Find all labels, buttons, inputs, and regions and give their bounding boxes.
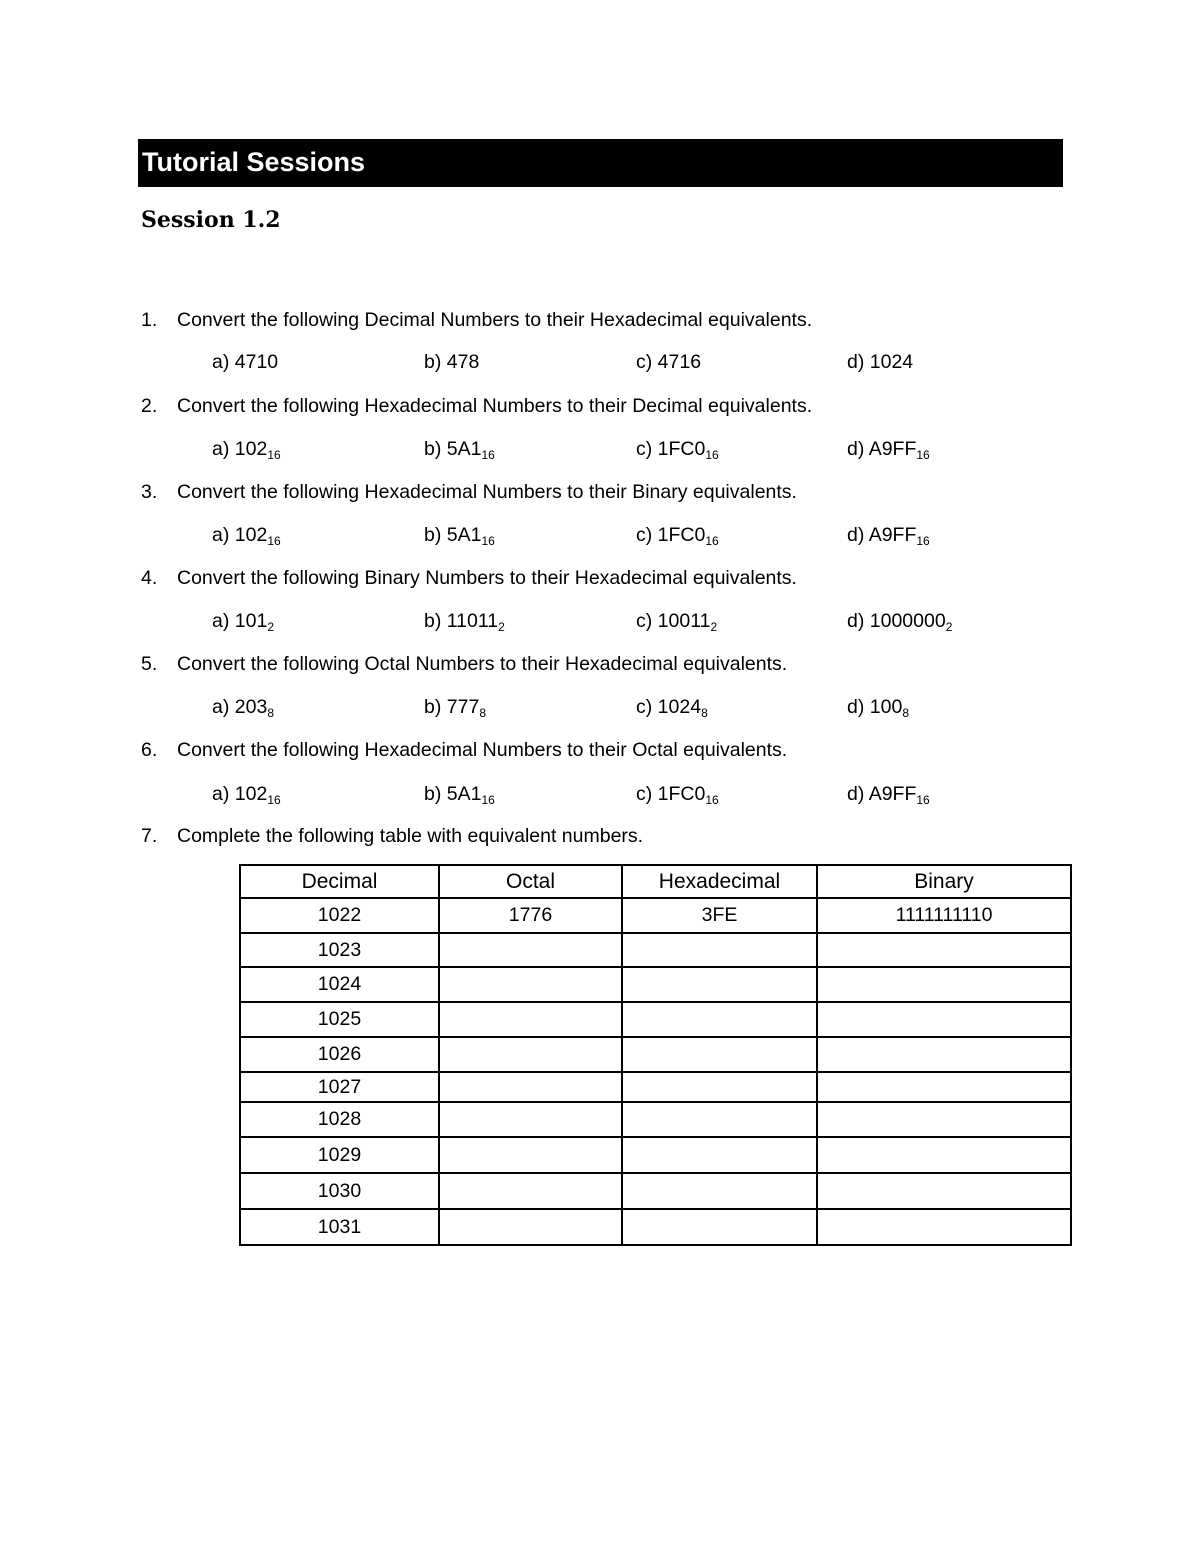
option-label: c)	[636, 783, 653, 805]
table-row	[240, 1102, 1071, 1137]
option-value: 203	[234, 696, 268, 718]
option-a	[212, 606, 274, 636]
option-value: A9FF	[868, 524, 917, 546]
cell-octal	[439, 1137, 622, 1173]
option-label: c)	[636, 696, 653, 718]
cell-decimal: 1030	[240, 1173, 439, 1209]
question-number: 1.	[141, 309, 158, 331]
answer-options-1	[0, 347, 1200, 377]
cell-binary	[817, 1173, 1071, 1209]
cell-octal	[439, 1209, 622, 1245]
cell-binary	[817, 1102, 1071, 1137]
question-number: 6.	[141, 739, 158, 761]
cell-decimal: 1026	[240, 1037, 439, 1072]
question-text: Convert the following Hexadecimal Numbers to their Octal equivalents.	[177, 739, 788, 761]
answer-options-4	[0, 606, 1200, 636]
cell-decimal: 1023	[240, 933, 439, 967]
cell-hexadecimal: 3FE	[622, 898, 817, 933]
cell-octal	[439, 967, 622, 1002]
cell-hexadecimal	[622, 1209, 817, 1245]
question-4	[0, 563, 1200, 593]
answer-options-5	[0, 692, 1200, 722]
column-header-hexadecimal: Hexadecimal	[622, 865, 817, 898]
option-b	[424, 347, 479, 377]
cell-decimal: 1025	[240, 1002, 439, 1037]
cell-binary	[817, 1137, 1071, 1173]
cell-binary	[817, 1072, 1071, 1102]
option-a	[212, 692, 274, 722]
column-header-decimal: Decimal	[240, 865, 439, 898]
number-base-subscript: 16	[705, 448, 719, 462]
cell-hexadecimal	[622, 1102, 817, 1137]
cell-binary	[817, 1209, 1071, 1245]
column-header-octal: Octal	[439, 865, 622, 898]
cell-decimal: 1022	[240, 898, 439, 933]
option-value: 102	[234, 438, 268, 460]
option-c	[636, 692, 708, 722]
table-row	[240, 1072, 1071, 1102]
option-label: c)	[636, 351, 653, 373]
option-value: 1024	[657, 696, 702, 718]
number-base-subscript: 2	[945, 620, 953, 634]
number-base-subscript: 16	[481, 793, 495, 807]
cell-octal: 1776	[439, 898, 622, 933]
option-label: d)	[847, 351, 865, 373]
cell-octal	[439, 933, 622, 967]
cell-hexadecimal	[622, 933, 817, 967]
cell-hexadecimal	[622, 1002, 817, 1037]
option-value: A9FF	[868, 438, 917, 460]
option-d	[847, 606, 952, 636]
option-a	[212, 520, 281, 550]
number-base-subscript: 2	[267, 620, 274, 634]
option-a	[212, 779, 281, 809]
option-value: 102	[234, 524, 268, 546]
question-text: Complete the following table with equivalent numbers.	[177, 825, 644, 847]
table-row	[240, 898, 1071, 933]
option-value: 478	[446, 351, 480, 373]
number-base-subscript: 16	[267, 793, 281, 807]
option-value: 5A1	[446, 524, 482, 546]
cell-decimal: 1029	[240, 1137, 439, 1173]
question-text: Convert the following Hexadecimal Numbers to their Decimal equivalents.	[177, 395, 813, 417]
option-label: b)	[424, 783, 442, 805]
question-text: Convert the following Decimal Numbers to their Hexadecimal equivalents.	[177, 309, 813, 331]
option-label: b)	[424, 610, 442, 632]
number-base-subscript: 16	[267, 448, 281, 462]
number-base-subscript: 8	[701, 706, 708, 720]
question-number: 7.	[141, 825, 158, 847]
option-value: 4710	[234, 351, 279, 373]
option-value: 777	[446, 696, 480, 718]
option-c	[636, 347, 701, 377]
option-value: 1FC0	[657, 783, 706, 805]
question-number: 3.	[141, 481, 158, 503]
question-text: Convert the following Binary Numbers to their Hexadecimal equivalents.	[177, 567, 797, 589]
option-c	[636, 520, 719, 550]
answer-options-3	[0, 520, 1200, 550]
cell-binary	[817, 967, 1071, 1002]
option-b	[424, 520, 495, 550]
option-label: d)	[847, 696, 865, 718]
option-value: 5A1	[446, 783, 482, 805]
question-7	[0, 821, 1200, 851]
table-row	[240, 1002, 1071, 1037]
option-value: 100	[869, 696, 903, 718]
option-value: 1000000	[869, 610, 946, 632]
table-row	[240, 1173, 1071, 1209]
cell-octal	[439, 1102, 622, 1137]
question-number: 5.	[141, 653, 158, 675]
option-label: a)	[212, 610, 230, 632]
option-value: A9FF	[868, 783, 917, 805]
number-base-subscript: 16	[481, 448, 495, 462]
table-row	[240, 1137, 1071, 1173]
number-base-subscript: 16	[705, 793, 719, 807]
question-1	[0, 305, 1200, 335]
option-d	[847, 347, 913, 377]
option-label: a)	[212, 438, 230, 460]
option-label: a)	[212, 696, 230, 718]
cell-hexadecimal	[622, 967, 817, 1002]
option-value: 1FC0	[657, 438, 706, 460]
number-base-subscript: 16	[916, 793, 930, 807]
option-a	[212, 347, 278, 377]
option-label: a)	[212, 351, 230, 373]
cell-octal	[439, 1037, 622, 1072]
option-a	[212, 434, 281, 464]
cell-octal	[439, 1002, 622, 1037]
cell-binary	[817, 1037, 1071, 1072]
question-2	[0, 391, 1200, 421]
option-label: a)	[212, 783, 230, 805]
option-label: c)	[636, 438, 653, 460]
table-row	[240, 1037, 1071, 1072]
option-c	[636, 606, 717, 636]
cell-hexadecimal	[622, 1037, 817, 1072]
option-d	[847, 692, 909, 722]
option-d	[847, 520, 930, 550]
option-value: 1FC0	[657, 524, 706, 546]
question-text: Convert the following Octal Numbers to their Hexadecimal equivalents.	[177, 653, 788, 675]
cell-decimal: 1031	[240, 1209, 439, 1245]
number-base-subscript: 16	[481, 534, 495, 548]
option-label: b)	[424, 524, 442, 546]
number-base-subscript: 16	[916, 534, 930, 548]
cell-binary	[817, 1002, 1071, 1037]
cell-decimal: 1024	[240, 967, 439, 1002]
number-base-subscript: 16	[916, 448, 930, 462]
cell-octal	[439, 1072, 622, 1102]
option-label: d)	[847, 524, 865, 546]
option-b	[424, 606, 505, 636]
banner-title: Tutorial Sessions	[142, 147, 366, 177]
conversion-table	[239, 864, 1072, 1246]
option-label: d)	[847, 610, 865, 632]
table-header-row	[240, 865, 1071, 898]
table-row	[240, 933, 1071, 967]
question-6	[0, 735, 1200, 765]
cell-decimal: 1027	[240, 1072, 439, 1102]
cell-hexadecimal	[622, 1137, 817, 1173]
option-value: 102	[234, 783, 268, 805]
option-label: b)	[424, 438, 442, 460]
option-b	[424, 434, 495, 464]
option-label: b)	[424, 351, 442, 373]
option-value: 101	[234, 610, 268, 632]
option-label: a)	[212, 524, 230, 546]
option-value: 5A1	[446, 438, 482, 460]
option-value: 10011	[657, 610, 711, 632]
option-b	[424, 692, 486, 722]
option-label: c)	[636, 610, 653, 632]
session-title: Session 1.2	[141, 207, 281, 233]
option-value: 1024	[869, 351, 914, 373]
option-c	[636, 779, 719, 809]
column-header-binary: Binary	[817, 865, 1071, 898]
answer-options-6	[0, 779, 1200, 809]
table-row	[240, 967, 1071, 1002]
option-value: 4716	[657, 351, 702, 373]
number-base-subscript: 8	[267, 706, 274, 720]
option-d	[847, 434, 930, 464]
question-5	[0, 649, 1200, 679]
table-row	[240, 1209, 1071, 1245]
cell-binary	[817, 933, 1071, 967]
option-label: d)	[847, 438, 865, 460]
number-base-subscript: 2	[710, 620, 718, 634]
number-base-subscript: 2	[498, 620, 505, 634]
option-b	[424, 779, 495, 809]
question-text: Convert the following Hexadecimal Numbers to their Binary equivalents.	[177, 481, 797, 503]
option-value: 11011	[446, 610, 499, 632]
number-base-subscript: 16	[267, 534, 281, 548]
question-number: 2.	[141, 395, 158, 417]
answer-options-2	[0, 434, 1200, 464]
section-banner	[138, 139, 1063, 187]
cell-binary: 1111111110	[817, 898, 1071, 933]
cell-hexadecimal	[622, 1173, 817, 1209]
option-label: d)	[847, 783, 865, 805]
option-label: b)	[424, 696, 442, 718]
cell-hexadecimal	[622, 1072, 817, 1102]
option-label: c)	[636, 524, 653, 546]
number-base-subscript: 8	[902, 706, 909, 720]
cell-octal	[439, 1173, 622, 1209]
option-d	[847, 779, 930, 809]
number-base-subscript: 16	[705, 534, 719, 548]
number-base-subscript: 8	[479, 706, 486, 720]
question-number: 4.	[141, 567, 158, 589]
question-3	[0, 477, 1200, 507]
cell-decimal: 1028	[240, 1102, 439, 1137]
option-c	[636, 434, 719, 464]
